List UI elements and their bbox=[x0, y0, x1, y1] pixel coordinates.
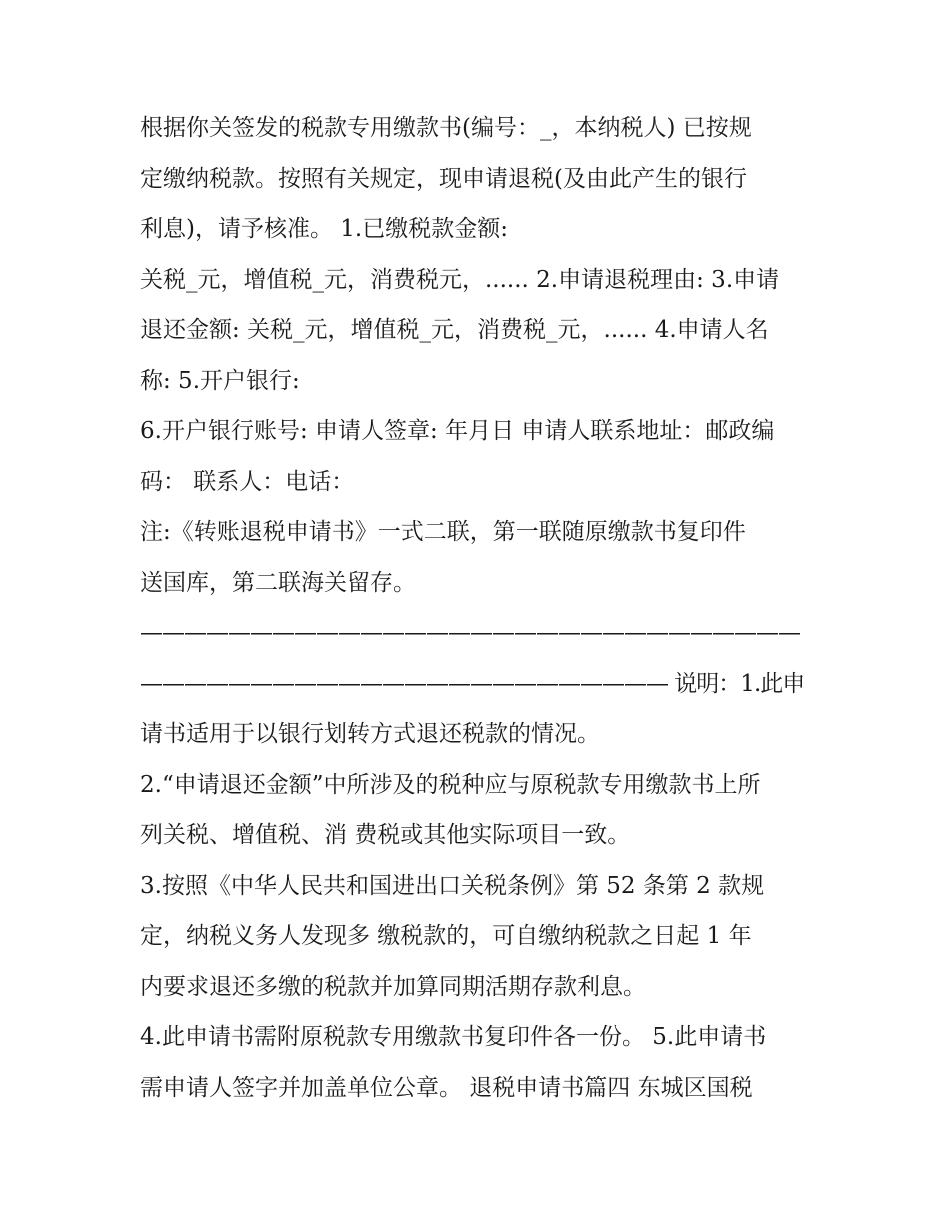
separator-rule: —————————————————————————————— bbox=[140, 620, 800, 646]
text-line: 码： 联系人：电话： bbox=[140, 468, 355, 495]
text-line: 注:《转账退税申请书》一式二联，第一联随原缴款书复印件 bbox=[140, 519, 746, 545]
text-line: 列关税、增值税、消 费税或其他实际项目一致。 bbox=[140, 822, 631, 848]
text-line: 请书适用于以银行划转方式退还税款的情况。 bbox=[140, 721, 600, 747]
separator-rule-with-note: ———————————————————————— 说明：1.此申 bbox=[140, 670, 805, 697]
text-line: 需申请人签字并加盖单位公章。 退税申请书篇四 东城区国税 bbox=[140, 1074, 753, 1101]
text-line: 2.“申请退还金额”中所涉及的税种应与原税款专用缴款书上所 bbox=[140, 771, 761, 798]
text-line: 3.按照《中华人民共和国进出口关税条例》第 52 条第 2 款规 bbox=[140, 872, 765, 899]
text-line: 送国库，第二联海关留存。 bbox=[140, 569, 416, 596]
text-line: 称: 5.开户银行: bbox=[140, 367, 300, 394]
text-line: 根据你关签发的税款专用缴款书(编号：_，本纳税人) 已按规 bbox=[140, 115, 752, 141]
text-line: 定，纳税义务人发现多 缴税款的，可自缴纳税款之日起 1 年 bbox=[140, 923, 752, 949]
text-line: 内要求退还多缴的税款并加算同期活期存款利息。 bbox=[140, 973, 646, 1000]
text-line: 定缴纳税款。按照有关规定，现申请退税(及由此产生的银行 bbox=[140, 165, 747, 192]
text-line: 4.此申请书需附原税款专用缴款书复印件各一份。 5.此申请书 bbox=[140, 1024, 767, 1050]
document-body bbox=[140, 103, 810, 1113]
text-line: 退还金额: 关税_元，增值税_元，消费税_元，...... 4.申请人名 bbox=[140, 317, 769, 343]
text-line: 关税_元，增值税_元，消费税元，...... 2.申请退税理由: 3.申请 bbox=[140, 266, 780, 293]
text-line: 6.开户银行账号: 申请人签章: 年月日 申请人联系地址：邮政编 bbox=[140, 418, 775, 444]
text-line: 利息)，请予核准。 1.已缴税款金额: bbox=[140, 216, 508, 242]
